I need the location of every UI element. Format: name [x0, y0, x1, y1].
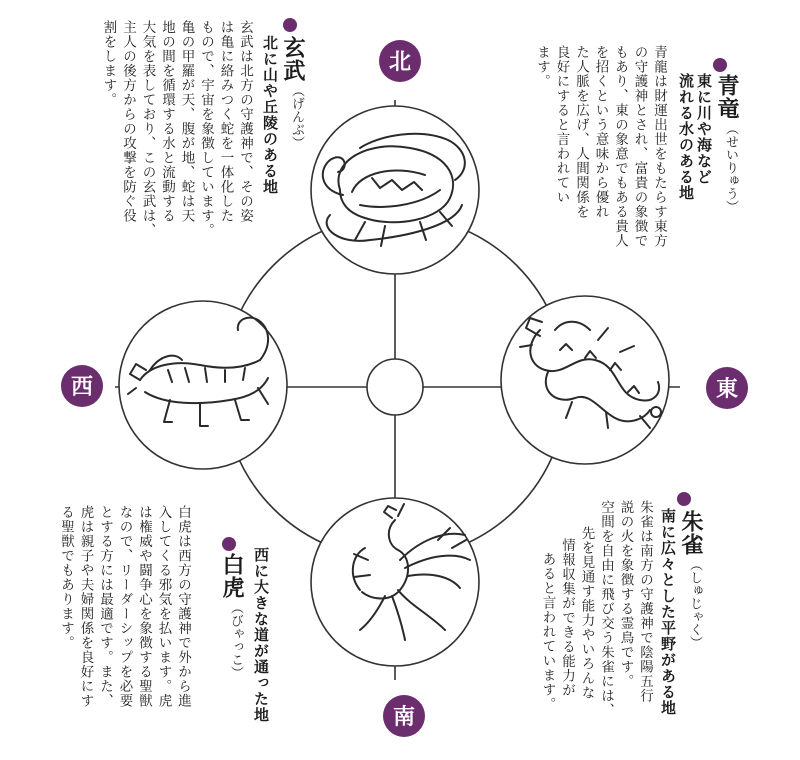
center-circle [367, 359, 423, 415]
genbu-body [98, 20, 254, 238]
suzaku-desc [659, 508, 677, 716]
genbu-body-line: 亀の甲羅が天、腹が地、蛇は天 [178, 20, 195, 223]
seiryu-body-line: 青龍は財運出世をもたらす東方 [651, 45, 667, 248]
seiryu-name: 青竜 [714, 74, 739, 120]
genbu-body-line: 主人の後方からの攻撃を防ぐ役 [120, 20, 136, 223]
genbu-dot [283, 18, 297, 32]
suzaku-body [537, 500, 654, 718]
seiryu-body-line: た人脈を広げ、人間関係を [573, 45, 589, 219]
suzaku-body-line: 説の火を象徴する霊鳥です。 [617, 500, 634, 689]
genbu-body-line: は亀に絡みつく蛇を一体化した [217, 20, 234, 223]
byakko-body-line: 白虎は西方の守護神で外から進 [175, 505, 191, 708]
genbu-body-line: 地の間を循環する水と流動する [159, 20, 175, 223]
seiryu-body-line: を招くという意味から優れ [592, 45, 609, 219]
west-circle [119, 301, 287, 469]
genbu-reading: （げんぶ） [289, 84, 304, 149]
byakko-body-line: なので、リーダーシップを必要 [116, 505, 133, 708]
byakko-name: 白虎 [219, 553, 244, 599]
byakko-body-line: る聖獣でもあります。 [58, 505, 74, 650]
genbu-name: 玄武 [280, 36, 305, 82]
seiryu-body-line: ます。 [534, 45, 550, 89]
byakko-body-line: 虎は親子や夫婦関係を良好にす [77, 505, 94, 708]
byakko-body-line: とする方には最適です。また、 [97, 505, 113, 708]
suzaku-body-line: 情報収集ができる能力が [559, 538, 575, 698]
seiryu-body-line: もあり、東の象意でもある貴人 [612, 45, 628, 248]
seiryu-desc-line: 流れる水のある地 [677, 73, 695, 201]
seiryu-reading: （せいりゅう） [723, 122, 738, 213]
suzaku-dot [677, 492, 691, 506]
east-circle [501, 296, 669, 464]
suzaku-desc-line: 南に広々とした平野がある地 [659, 508, 677, 716]
genbu-body-line: もので、宇宙を象徴しています。 [198, 20, 214, 238]
byakko-body [56, 505, 193, 708]
seiryu-dot [713, 58, 727, 72]
genbu-body-line: 大気を表しており、この玄武は、 [139, 20, 156, 238]
genbu-desc: 北に山や丘陵のある地 [261, 35, 279, 195]
seiryu-body-line: 良好にすると言われてい [553, 45, 570, 205]
byakko-reading: （びゃっこ） [228, 601, 243, 679]
suzaku-body-line: 先を見通す能力やいろんな [578, 526, 595, 700]
north-circle [311, 106, 479, 274]
suzaku-body-line: 朱雀は南方の守護神で陰陽五行 [637, 500, 653, 703]
byakko-body-line: は権威や闘争心を象徴する聖獣 [136, 505, 152, 708]
suzaku-body-line: あると言われています。 [539, 552, 556, 712]
seiryu-body-line: の守護神とされ、富貴の象徴で [631, 45, 648, 248]
north-label: 北 [388, 50, 412, 75]
byakko-dot [222, 537, 236, 551]
east-label: 東 [715, 377, 739, 402]
suzaku-name: 朱雀 [678, 510, 703, 556]
genbu-body-line: 割をします。 [100, 20, 117, 107]
byakko-desc [252, 547, 270, 723]
west-label: 西 [70, 375, 94, 400]
byakko-desc-line: 西に大きな道が通った地 [252, 547, 270, 723]
suzaku-body-line: 空間を自由に飛び交う朱雀には、 [598, 500, 614, 718]
genbu-body-line: 玄武は北方の守護神で、その姿 [237, 20, 253, 223]
south-label: 南 [392, 705, 416, 730]
seiryu-desc-line: 東に川や海など [695, 73, 713, 185]
byakko-body-line: 入してくる邪気を払います。虎 [155, 505, 172, 708]
seiryu-body [532, 45, 669, 248]
suzaku-reading: （しゅじゃく） [687, 558, 702, 649]
seiryu-desc [677, 73, 713, 201]
